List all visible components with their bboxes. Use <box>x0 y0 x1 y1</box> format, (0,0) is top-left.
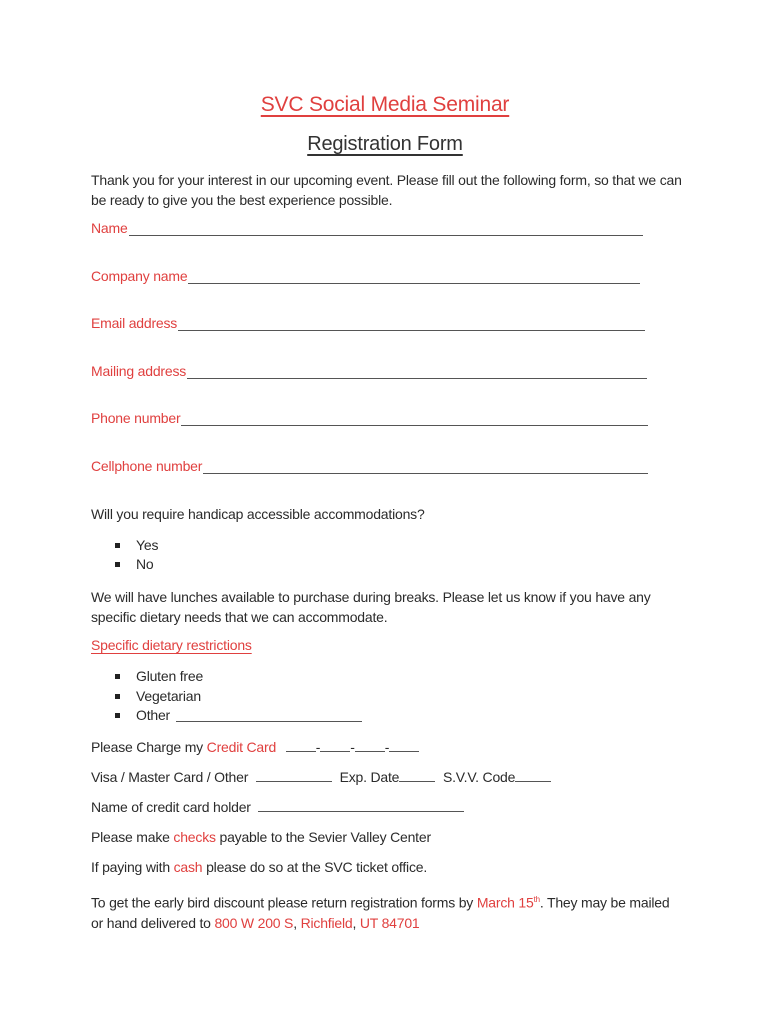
option-label: Gluten free <box>136 668 204 684</box>
name-field[interactable] <box>91 220 643 236</box>
card-dash: - <box>315 739 321 755</box>
checks-line <box>91 829 431 845</box>
email-field[interactable] <box>91 315 645 331</box>
checks-prefix: Please make <box>91 829 174 845</box>
early-bird-prefix: To get the early bird discount please return registration forms by <box>91 894 477 911</box>
name-input-line[interactable] <box>129 221 643 236</box>
company-input-line[interactable] <box>188 269 640 284</box>
handicap-option-no[interactable] <box>115 556 154 572</box>
card-number-segment-3[interactable] <box>355 738 385 752</box>
card-holder-input-line[interactable] <box>258 798 464 812</box>
address-sep: , <box>293 914 301 931</box>
card-holder-line <box>91 798 464 815</box>
bullet-icon <box>115 694 120 699</box>
form-title: SVC Social Media Seminar <box>260 93 510 116</box>
cellphone-input-line[interactable] <box>203 459 648 474</box>
handicap-question: Will you require handicap accessible accommodations? <box>91 506 425 522</box>
card-number-segment-1[interactable] <box>286 738 316 752</box>
cash-prefix: If paying with <box>91 859 174 875</box>
phone-label: Phone number <box>91 410 181 426</box>
dietary-heading: Specific dietary restrictions <box>91 637 252 653</box>
card-dash: - <box>384 739 390 755</box>
company-field[interactable] <box>91 268 640 284</box>
address-state-zip: UT 84701 <box>359 914 420 931</box>
mailing-input-line[interactable] <box>187 364 647 379</box>
dietary-option-gluten-free[interactable] <box>115 668 203 684</box>
address-sep: , <box>352 914 360 931</box>
address-street: 800 W 200 S <box>214 914 294 931</box>
email-input-line[interactable] <box>178 316 645 331</box>
mailing-label: Mailing address <box>91 363 187 379</box>
checks-suffix: payable to the Sevier Valley Center <box>215 829 431 845</box>
early-bird-middle: . They may be mailed or hand delivered to <box>91 894 670 931</box>
credit-card-highlight: Credit Card <box>206 739 277 755</box>
svv-label: S.V.V. Code <box>442 769 516 785</box>
early-bird-date: March 15 <box>476 894 534 911</box>
card-type-input-line[interactable] <box>256 768 332 782</box>
email-label: Email address <box>91 315 178 331</box>
address-city: Richfield <box>300 914 353 931</box>
form-subtitle: Registration Form <box>307 133 463 155</box>
option-label: No <box>136 556 154 572</box>
phone-input-line[interactable] <box>181 411 648 426</box>
card-number-segment-2[interactable] <box>320 738 350 752</box>
other-input-line[interactable] <box>176 708 362 722</box>
card-number-segment-4[interactable] <box>389 738 419 752</box>
company-label: Company name <box>91 268 188 284</box>
dietary-option-vegetarian[interactable] <box>115 688 201 704</box>
svv-input-line[interactable] <box>515 768 551 782</box>
exp-date-input-line[interactable] <box>399 768 435 782</box>
bullet-icon <box>115 543 120 548</box>
bullet-icon <box>115 562 120 567</box>
cash-line <box>91 859 427 875</box>
phone-field[interactable] <box>91 410 648 426</box>
card-details-line <box>91 768 551 785</box>
mailing-field[interactable] <box>91 363 647 379</box>
card-type-label: Visa / Master Card / Other <box>91 769 249 785</box>
cellphone-label: Cellphone number <box>91 458 203 474</box>
bullet-icon <box>115 713 120 718</box>
option-label: Yes <box>136 537 159 553</box>
intro-text: Thank you for your interest in our upcoming event. Please fill out the following form, so that we can be ready to give you the best experience possible. <box>91 172 682 208</box>
checks-highlight: checks <box>173 829 216 845</box>
lunch-text: We will have lunches available to purchase during breaks. Please let us know if you have any specific dietary needs that we can accommodate. <box>91 589 651 625</box>
card-dash: - <box>350 739 355 755</box>
early-bird-date-sup: th <box>533 895 540 904</box>
charge-prefix: Please Charge my <box>91 739 207 755</box>
name-label: Name <box>91 220 128 236</box>
cellphone-field[interactable] <box>91 458 648 474</box>
exp-date-label: Exp. Date <box>339 769 400 785</box>
bullet-icon <box>115 674 120 679</box>
handicap-option-yes[interactable] <box>115 537 158 553</box>
option-label: Other <box>136 707 171 723</box>
cash-suffix: please do so at the SVC ticket office. <box>202 859 428 875</box>
option-label: Vegetarian <box>136 688 201 704</box>
card-holder-label: Name of credit card holder <box>91 799 251 815</box>
cash-highlight: cash <box>173 859 203 875</box>
charge-line <box>91 738 419 755</box>
dietary-option-other[interactable] <box>115 707 362 723</box>
early-bird-text <box>91 890 676 933</box>
